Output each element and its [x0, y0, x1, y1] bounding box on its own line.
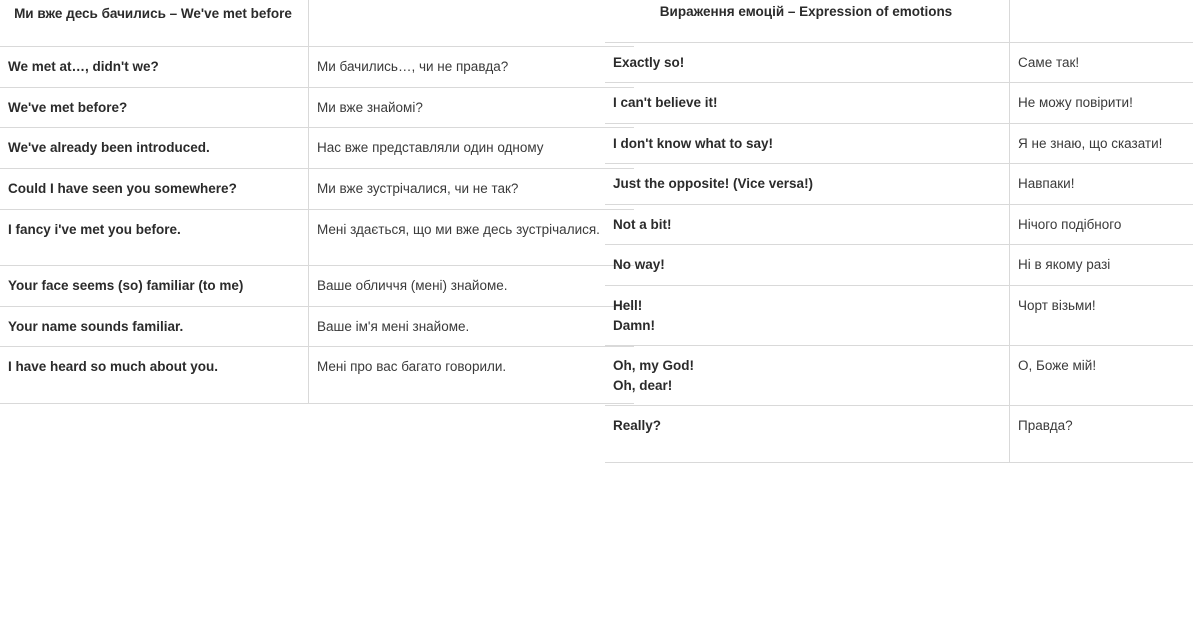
table-row	[605, 285, 1193, 345]
table-title-cell	[605, 0, 1010, 42]
cell-line: Oh, dear!	[613, 377, 673, 393]
table-header-row	[605, 0, 1193, 42]
table-row	[0, 87, 634, 128]
cell-line: Мені здається, що ми вже десь зустрічалися.	[317, 221, 600, 237]
cell-line: Ми вже зустрічалися, чи не так?	[317, 180, 519, 196]
phrase-uk-cell	[1010, 123, 1193, 164]
phrase-en-cell	[605, 245, 1010, 286]
table-title-spacer-cell	[1010, 0, 1193, 42]
cell-line: I fancy i've met you before.	[8, 221, 181, 237]
table-row	[605, 245, 1193, 286]
phrase-en-cell	[605, 164, 1010, 205]
cell-line: О, Боже мій!	[1018, 358, 1097, 374]
cell-line: Exactly so!	[613, 54, 685, 70]
table-row	[605, 406, 1193, 463]
table-row	[0, 266, 634, 307]
phrase-uk-cell	[309, 168, 635, 209]
phrase-en-cell	[0, 306, 309, 347]
phrase-uk-cell	[309, 266, 635, 307]
phrase-en-cell	[605, 42, 1010, 83]
table-row	[605, 204, 1193, 245]
phrase-uk-cell	[309, 47, 635, 88]
phrase-uk-cell	[1010, 406, 1193, 463]
cell-line: Ми вже знайомі?	[317, 99, 423, 115]
cell-line: Really?	[613, 418, 662, 434]
phrase-uk-cell	[309, 306, 635, 347]
cell-line: Ми бачились…, чи не правда?	[317, 59, 509, 75]
phrases-table-left	[0, 0, 634, 404]
phrases-table-right	[605, 0, 1193, 463]
table-emotions	[605, 0, 1193, 618]
cell-line: Your face seems (so) familiar (to me)	[8, 278, 244, 294]
table-row	[605, 83, 1193, 124]
phrase-uk-cell	[309, 209, 635, 266]
cell-line: Нічого подібного	[1018, 216, 1122, 232]
cell-line: I have heard so much about you.	[8, 359, 219, 375]
cell-line: Вираження емоцій – Expression of emotions	[659, 4, 953, 19]
phrase-uk-cell	[1010, 42, 1193, 83]
phrase-en-cell	[605, 285, 1010, 345]
cell-line: We met at…, didn't we?	[8, 59, 159, 75]
cell-line: Чорт візьми!	[1018, 297, 1096, 313]
cell-line: Мені про вас багато говорили.	[317, 359, 507, 375]
phrase-en-cell	[605, 406, 1010, 463]
phrase-uk-cell	[309, 87, 635, 128]
cell-line: Oh, my God!	[613, 358, 694, 374]
phrase-en-cell	[0, 87, 309, 128]
table-row	[605, 346, 1193, 406]
phrase-en-cell	[605, 204, 1010, 245]
table-header-row	[0, 0, 634, 47]
cell-line: Саме так!	[1018, 54, 1080, 70]
table-row	[605, 123, 1193, 164]
phrase-uk-cell	[1010, 83, 1193, 124]
phrase-uk-cell	[1010, 204, 1193, 245]
cell-line: Я не знаю, що сказати!	[1018, 135, 1163, 151]
table-row	[605, 42, 1193, 83]
cell-line: Навпаки!	[1018, 176, 1075, 192]
cell-line: Ні в якому разі	[1018, 257, 1111, 273]
cell-line: I can't believe it!	[613, 95, 718, 111]
phrase-uk-cell	[1010, 346, 1193, 406]
table-row	[0, 306, 634, 347]
cell-line: Ваше ім'я мені знайоме.	[317, 318, 470, 334]
table-title-spacer-cell	[309, 0, 635, 47]
cell-line: We've met before?	[8, 99, 128, 115]
table-row	[0, 168, 634, 209]
cell-line: Hell!	[613, 297, 643, 313]
cell-line: Не можу повірити!	[1018, 95, 1133, 111]
table-body-left	[0, 0, 634, 403]
cell-line: I don't know what to say!	[613, 135, 773, 151]
phrase-uk-cell	[309, 347, 635, 404]
phrase-en-cell	[0, 347, 309, 404]
phrase-en-cell	[605, 83, 1010, 124]
phrase-en-cell	[0, 209, 309, 266]
cell-line: Could I have seen you somewhere?	[8, 180, 237, 196]
phrase-en-cell	[0, 128, 309, 169]
phrase-uk-cell	[1010, 164, 1193, 205]
phrase-en-cell	[0, 168, 309, 209]
table-row	[0, 347, 634, 404]
phrase-uk-cell	[1010, 285, 1193, 345]
cell-line: Ми вже десь бачились – We've met before	[14, 6, 292, 21]
phrase-en-cell	[605, 346, 1010, 406]
phrase-uk-cell	[309, 128, 635, 169]
table-row	[0, 47, 634, 88]
table-row	[0, 209, 634, 266]
phrase-uk-cell	[1010, 245, 1193, 286]
cell-line: Нас вже представляли один одному	[317, 140, 544, 156]
table-title-cell	[0, 0, 309, 47]
phrase-en-cell	[605, 123, 1010, 164]
phrase-en-cell	[0, 266, 309, 307]
table-row	[605, 164, 1193, 205]
cell-line: Damn!	[613, 317, 656, 333]
cell-line: Ваше обличчя (мені) знайоме.	[317, 278, 508, 294]
cell-line: No way!	[613, 257, 665, 273]
table-body-right	[605, 0, 1193, 462]
table-row	[0, 128, 634, 169]
cell-line: Your name sounds familiar.	[8, 318, 184, 334]
cell-line: We've already been introduced.	[8, 140, 210, 156]
phrase-en-cell	[0, 47, 309, 88]
cell-line: Just the opposite! (Vice versa!)	[613, 176, 814, 192]
cell-line: Not a bit!	[613, 216, 672, 232]
cell-line: Правда?	[1018, 418, 1073, 434]
